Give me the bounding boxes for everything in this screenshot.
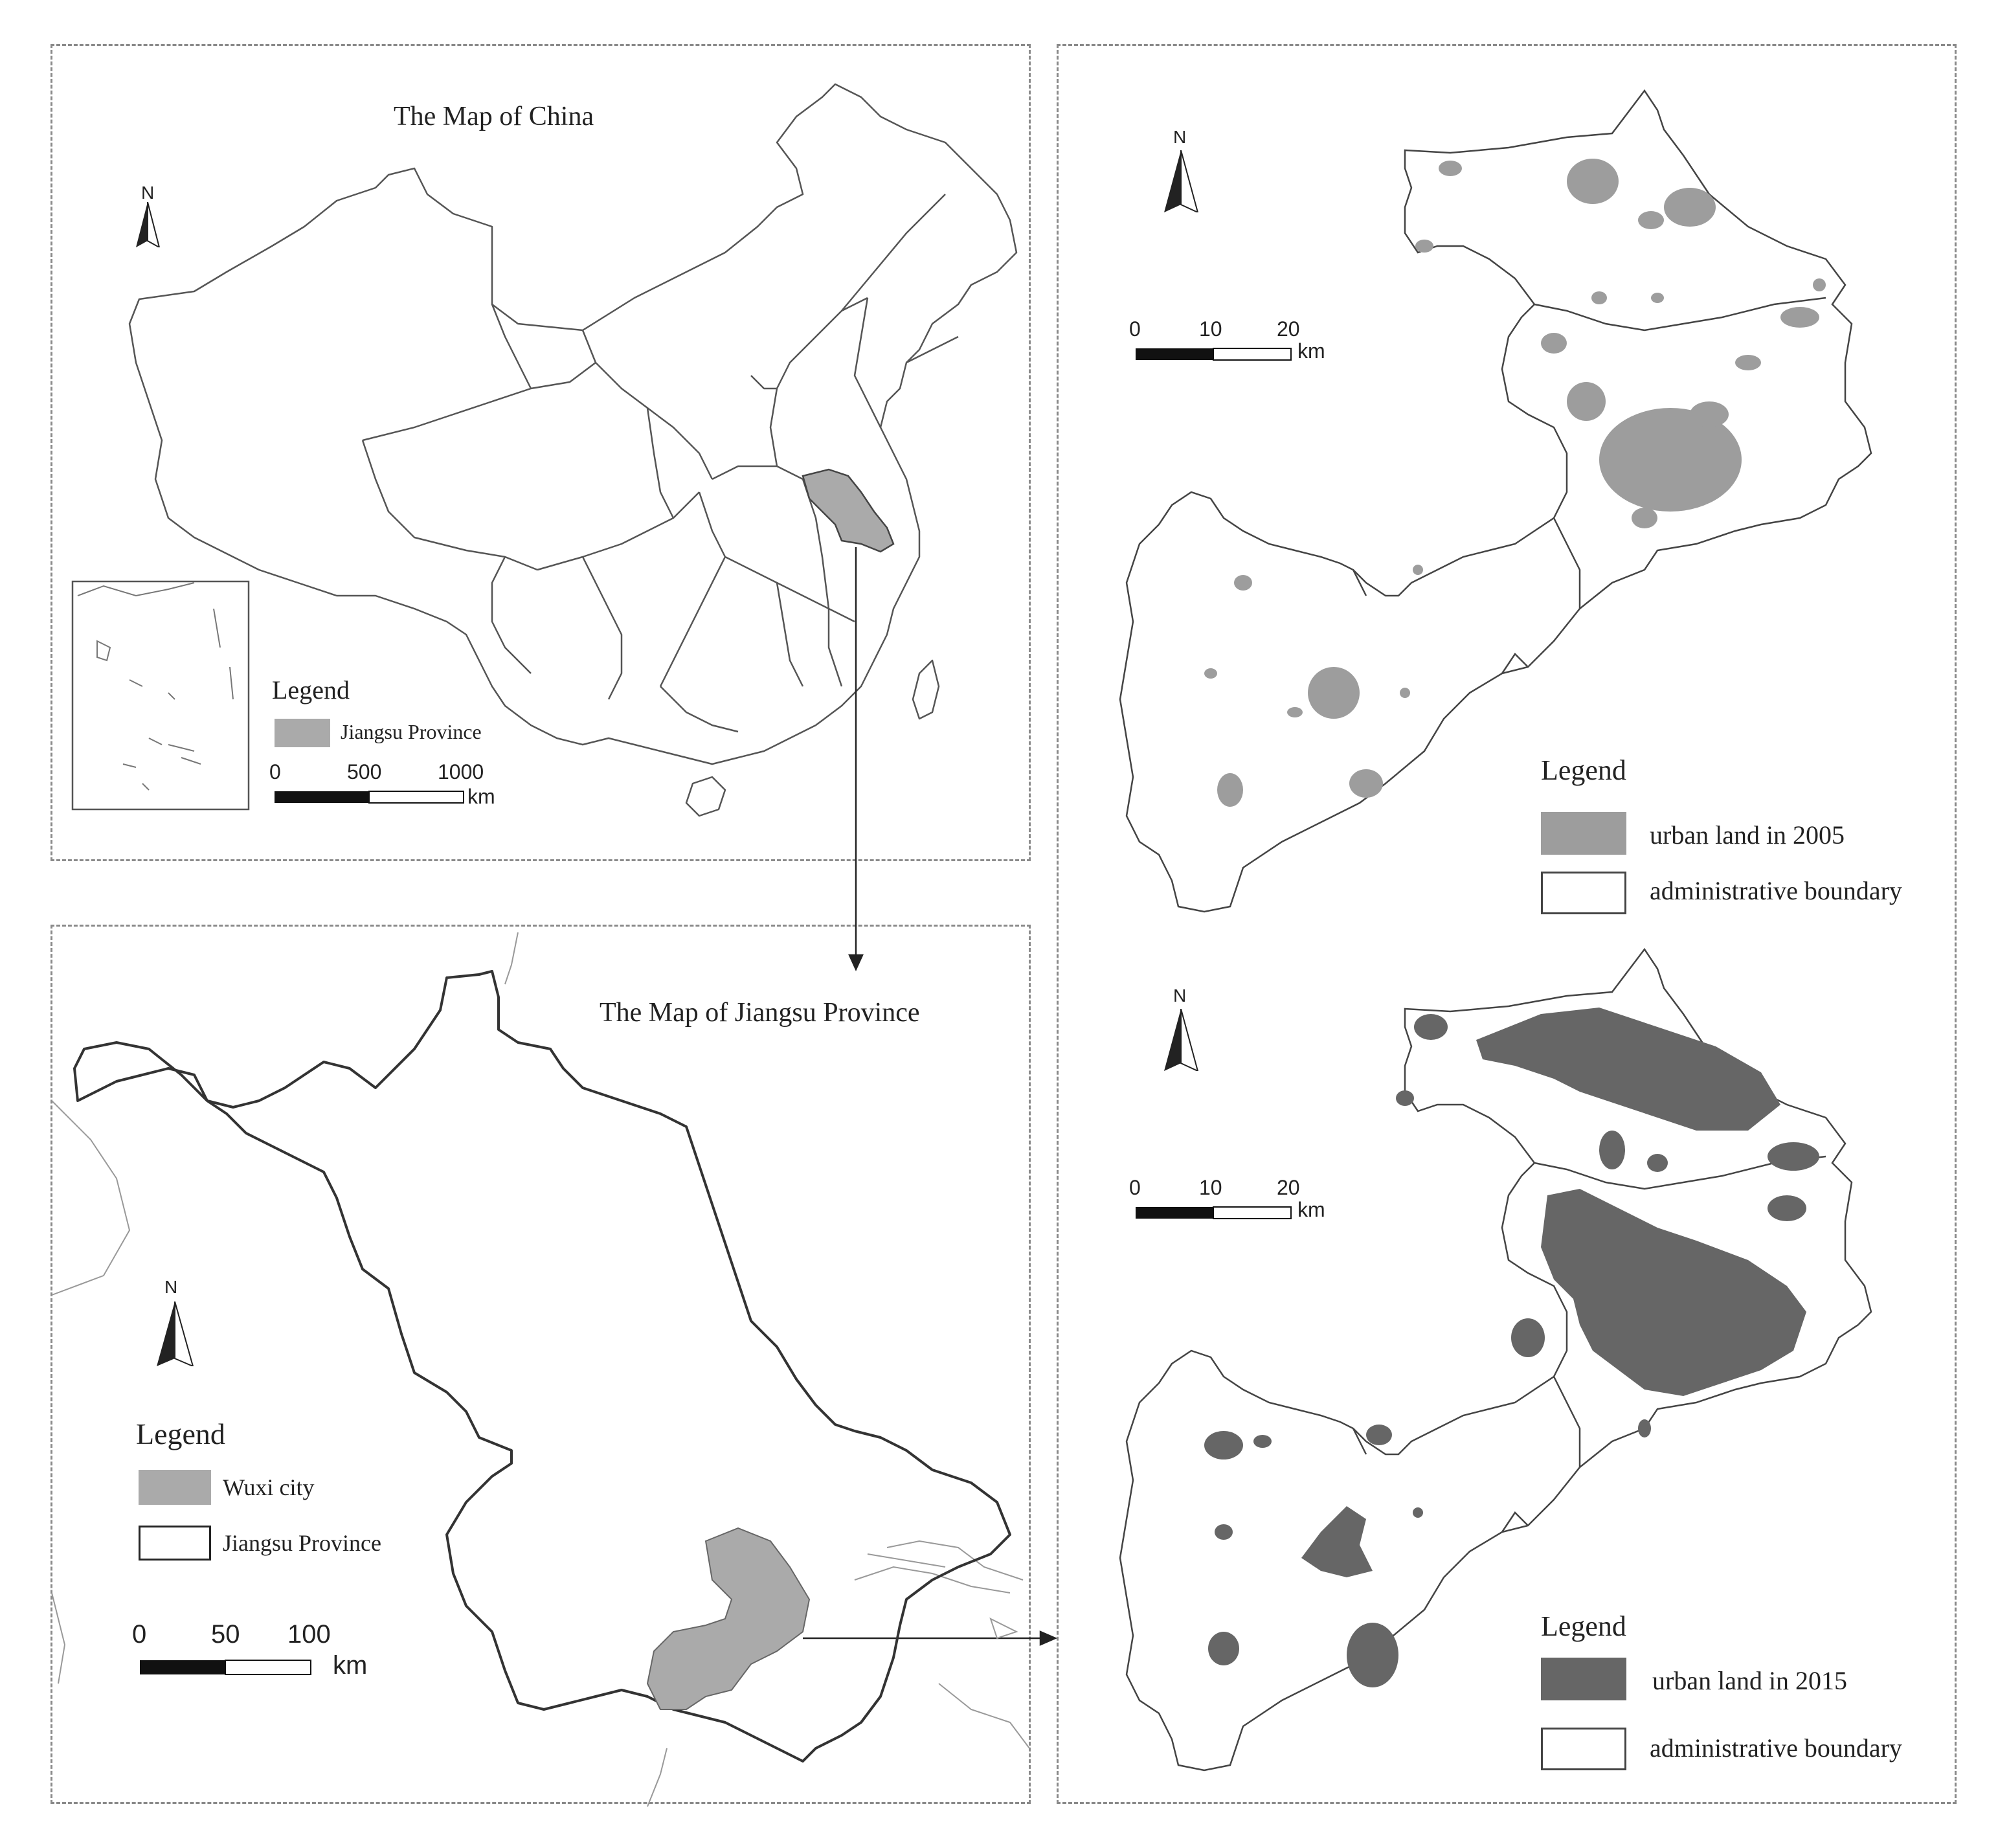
north-label: N — [1173, 986, 1187, 1006]
wuxi-2005-scale-bar — [1134, 347, 1292, 363]
north-arrow-icon — [1163, 150, 1199, 212]
jiangsu-map-title: The Map of Jiangsu Province — [600, 998, 920, 1028]
north-label: N — [1173, 127, 1187, 147]
wuxi-2005-scale-tick-0: 0 — [1129, 317, 1141, 341]
wuxi-2005-legend-item-boundary: administrative boundary — [1650, 876, 1902, 905]
wuxi-2005-map — [1120, 91, 1871, 912]
jiangsu-legend-item-wuxi: Wuxi city — [223, 1474, 315, 1500]
wuxi-2015-map — [1120, 949, 1871, 1770]
urban-2015-swatch — [1541, 1658, 1626, 1700]
north-label: N — [164, 1277, 178, 1297]
jiangsu-scale-tick-2: 100 — [287, 1620, 331, 1649]
wuxi-2005-legend-title: Legend — [1541, 754, 1626, 786]
wuxi-2015-legend-title: Legend — [1541, 1610, 1626, 1642]
boundary-2015-swatch — [1541, 1728, 1626, 1770]
jiangsu-legend-title: Legend — [136, 1417, 225, 1450]
jiangsu-legend-item-province: Jiangsu Province — [223, 1530, 381, 1556]
wuxi-2015-scale-tick-1: 10 — [1199, 1176, 1222, 1199]
wuxi-2015-scale-bar — [1134, 1206, 1292, 1221]
china-legend-title: Legend — [272, 675, 350, 704]
north-arrow-icon — [1163, 1009, 1199, 1071]
jiangsu-scale-unit: km — [333, 1651, 368, 1680]
china-map-title: The Map of China — [394, 102, 594, 131]
china-legend-item-jiangsu: Jiangsu Province — [341, 720, 482, 743]
wuxi-2015-legend-item-boundary: administrative boundary — [1650, 1733, 1902, 1763]
wuxi-2005-legend-item-urban: urban land in 2005 — [1650, 820, 1845, 850]
china-scale-tick-0: 0 — [269, 760, 281, 783]
wuxi-2005-scale-unit: km — [1297, 339, 1325, 363]
urban-2005-swatch — [1541, 812, 1626, 855]
wuxi-2015-scale-tick-0: 0 — [1129, 1176, 1141, 1199]
north-label: N — [141, 183, 155, 203]
wuxi-2015-scale-tick-2: 20 — [1277, 1176, 1300, 1199]
wuxi-2005-scale-tick-1: 10 — [1199, 317, 1222, 341]
china-scale-unit: km — [467, 785, 495, 808]
wuxi-2015-legend-item-urban: urban land in 2015 — [1652, 1666, 1848, 1695]
china-scale-tick-1: 500 — [347, 760, 382, 783]
china-scale-tick-2: 1000 — [438, 760, 484, 783]
boundary-2005-swatch — [1541, 872, 1626, 914]
wuxi-2015-scale-unit: km — [1297, 1198, 1325, 1221]
jiangsu-scale-tick-0: 0 — [132, 1620, 147, 1649]
jiangsu-scale-tick-1: 50 — [211, 1620, 240, 1649]
wuxi-2005-scale-tick-2: 20 — [1277, 317, 1300, 341]
